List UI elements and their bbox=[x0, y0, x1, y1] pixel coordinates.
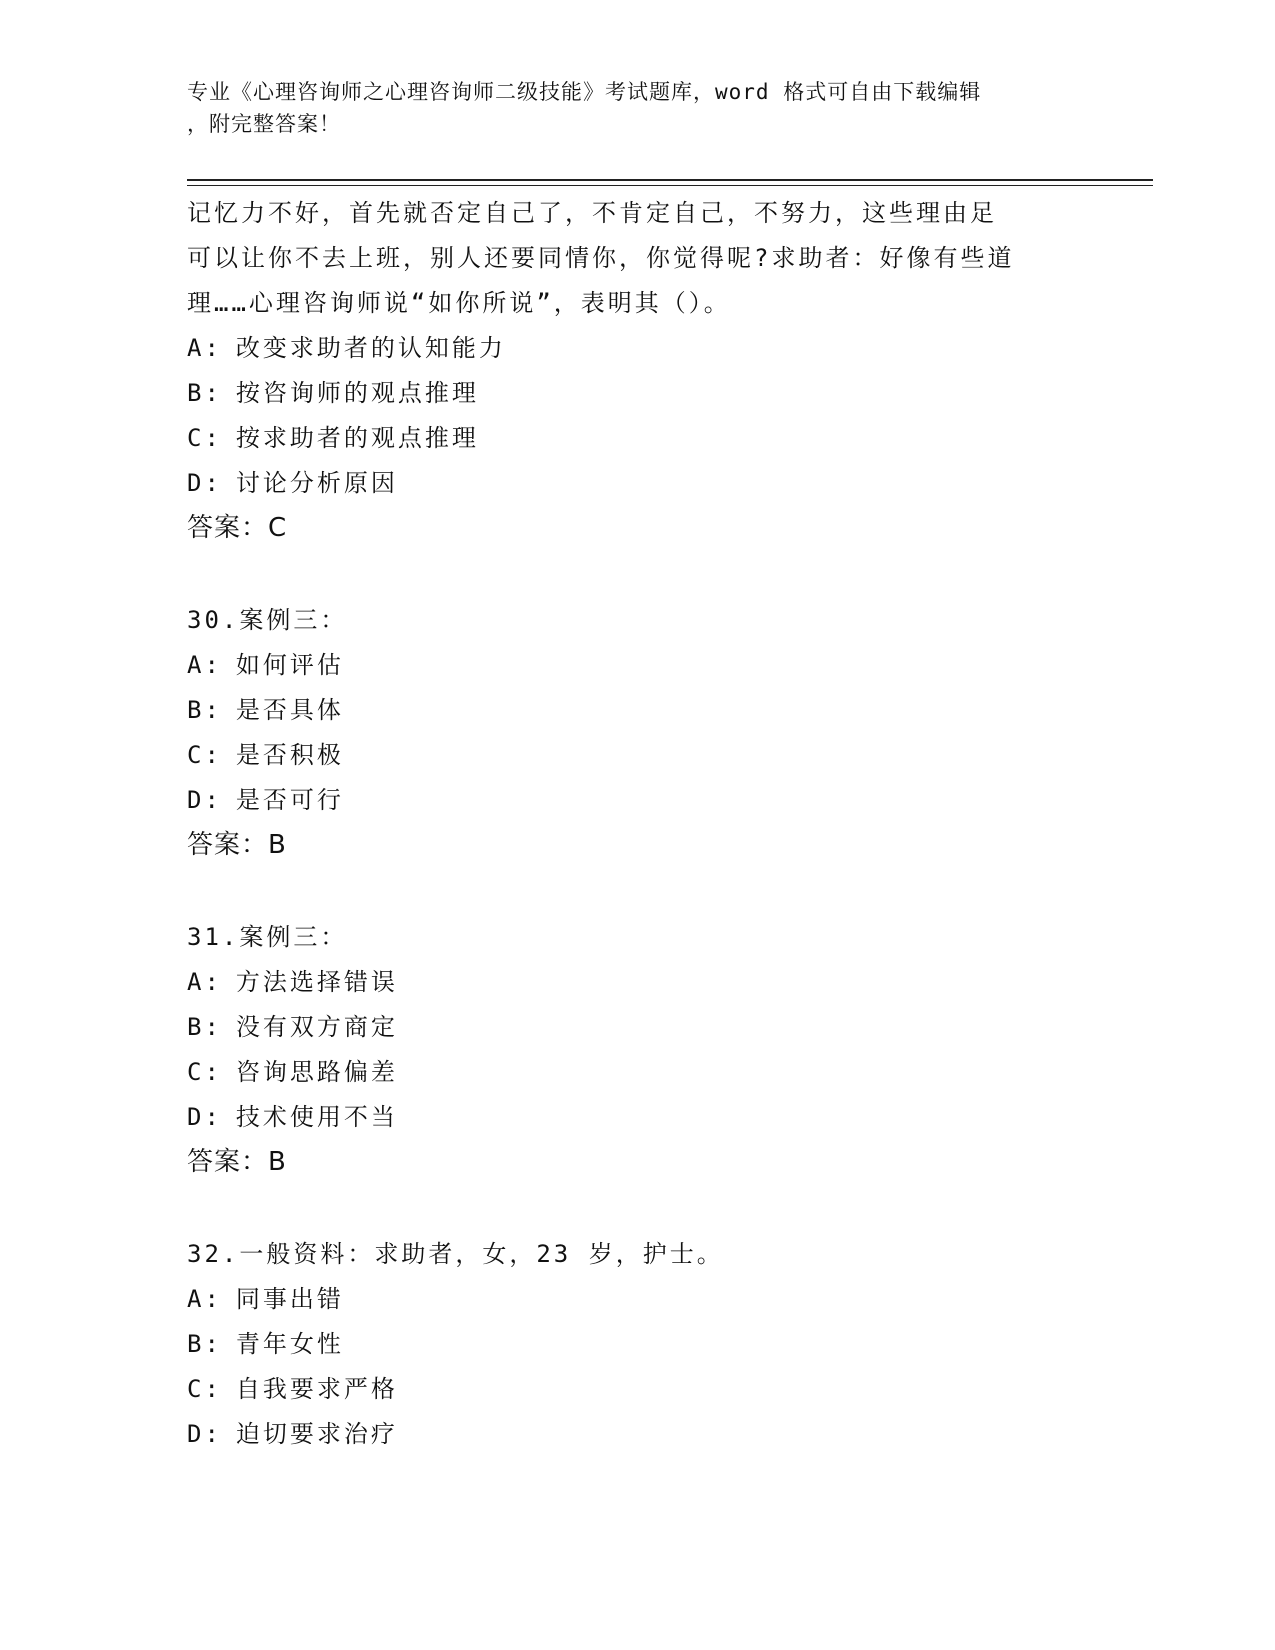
option-c bbox=[187, 1050, 1087, 1095]
option-text: 是否积极 bbox=[235, 741, 344, 769]
option-a bbox=[187, 1277, 1087, 1322]
option-label: D: bbox=[187, 1420, 222, 1448]
option-text: 是否可行 bbox=[235, 786, 344, 814]
answer-line: 答案：B bbox=[187, 1147, 287, 1177]
option-label: D: bbox=[187, 469, 222, 497]
option-text: 青年女性 bbox=[235, 1330, 344, 1358]
header-divider-bottom bbox=[187, 185, 1153, 186]
option-d bbox=[187, 1412, 1087, 1457]
question-list bbox=[187, 191, 1087, 1457]
option-a bbox=[187, 326, 1087, 371]
question-stem: 30.案例三： bbox=[187, 606, 348, 634]
question-31 bbox=[187, 915, 1087, 1185]
option-a bbox=[187, 643, 1087, 688]
option-text: 如何评估 bbox=[235, 651, 344, 679]
option-c bbox=[187, 733, 1087, 778]
option-label: C: bbox=[187, 1058, 222, 1086]
option-text: 同事出错 bbox=[235, 1285, 344, 1313]
question-30 bbox=[187, 598, 1087, 868]
answer-line: 答案：C bbox=[187, 513, 288, 543]
question-stem-line: 理……心理咨询师说“如你所说”，表明其（）。 bbox=[187, 289, 731, 317]
option-text: 是否具体 bbox=[235, 696, 344, 724]
question-32 bbox=[187, 1232, 1087, 1457]
option-label: B: bbox=[187, 379, 222, 407]
option-label: A: bbox=[187, 1285, 222, 1313]
option-text: 改变求助者的认知能力 bbox=[235, 334, 506, 362]
option-d bbox=[187, 1095, 1087, 1140]
option-label: B: bbox=[187, 1013, 222, 1041]
option-text: 按求助者的观点推理 bbox=[235, 424, 479, 452]
option-c bbox=[187, 416, 1087, 461]
option-label: C: bbox=[187, 741, 222, 769]
option-b bbox=[187, 371, 1087, 416]
option-d bbox=[187, 461, 1087, 506]
option-text: 自我要求严格 bbox=[235, 1375, 398, 1403]
option-c bbox=[187, 1367, 1087, 1412]
option-text: 没有双方商定 bbox=[235, 1013, 398, 1041]
option-label: D: bbox=[187, 1103, 222, 1131]
option-text: 迫切要求治疗 bbox=[235, 1420, 398, 1448]
option-label: A: bbox=[187, 968, 222, 996]
option-b bbox=[187, 1322, 1087, 1367]
option-d bbox=[187, 778, 1087, 823]
header-title-line-2: ，附完整答案！ bbox=[187, 112, 341, 136]
option-text: 方法选择错误 bbox=[235, 968, 398, 996]
header-title-line: 专业《心理咨询师之心理咨询师二级技能》考试题库，word 格式可自由下载编辑 bbox=[187, 80, 982, 104]
answer-line: 答案：B bbox=[187, 830, 287, 860]
question-29 bbox=[187, 191, 1087, 551]
option-text: 技术使用不当 bbox=[235, 1103, 398, 1131]
option-label: C: bbox=[187, 424, 222, 452]
question-stem-line: 可以让你不去上班，别人还要同情你，你觉得呢?求助者：好像有些道 bbox=[187, 244, 1015, 272]
question-stem-line: 记忆力不好，首先就否定自己了，不肯定自己，不努力，这些理由足 bbox=[187, 199, 997, 227]
spacer bbox=[187, 551, 1087, 598]
option-b bbox=[187, 688, 1087, 733]
spacer bbox=[187, 1185, 1087, 1232]
option-label: C: bbox=[187, 1375, 222, 1403]
header-divider-top bbox=[187, 179, 1153, 181]
option-a bbox=[187, 960, 1087, 1005]
option-text: 咨询思路偏差 bbox=[235, 1058, 398, 1086]
question-stem: 31.案例三： bbox=[187, 923, 348, 951]
spacer bbox=[187, 868, 1087, 915]
option-label: A: bbox=[187, 334, 222, 362]
option-label: B: bbox=[187, 1330, 222, 1358]
document-header bbox=[187, 76, 1067, 140]
option-b bbox=[187, 1005, 1087, 1050]
option-label: B: bbox=[187, 696, 222, 724]
option-label: D: bbox=[187, 786, 222, 814]
option-label: A: bbox=[187, 651, 222, 679]
question-stem: 32.一般资料：求助者，女，23 岁，护士。 bbox=[187, 1240, 724, 1268]
option-text: 讨论分析原因 bbox=[235, 469, 398, 497]
option-text: 按咨询师的观点推理 bbox=[235, 379, 479, 407]
